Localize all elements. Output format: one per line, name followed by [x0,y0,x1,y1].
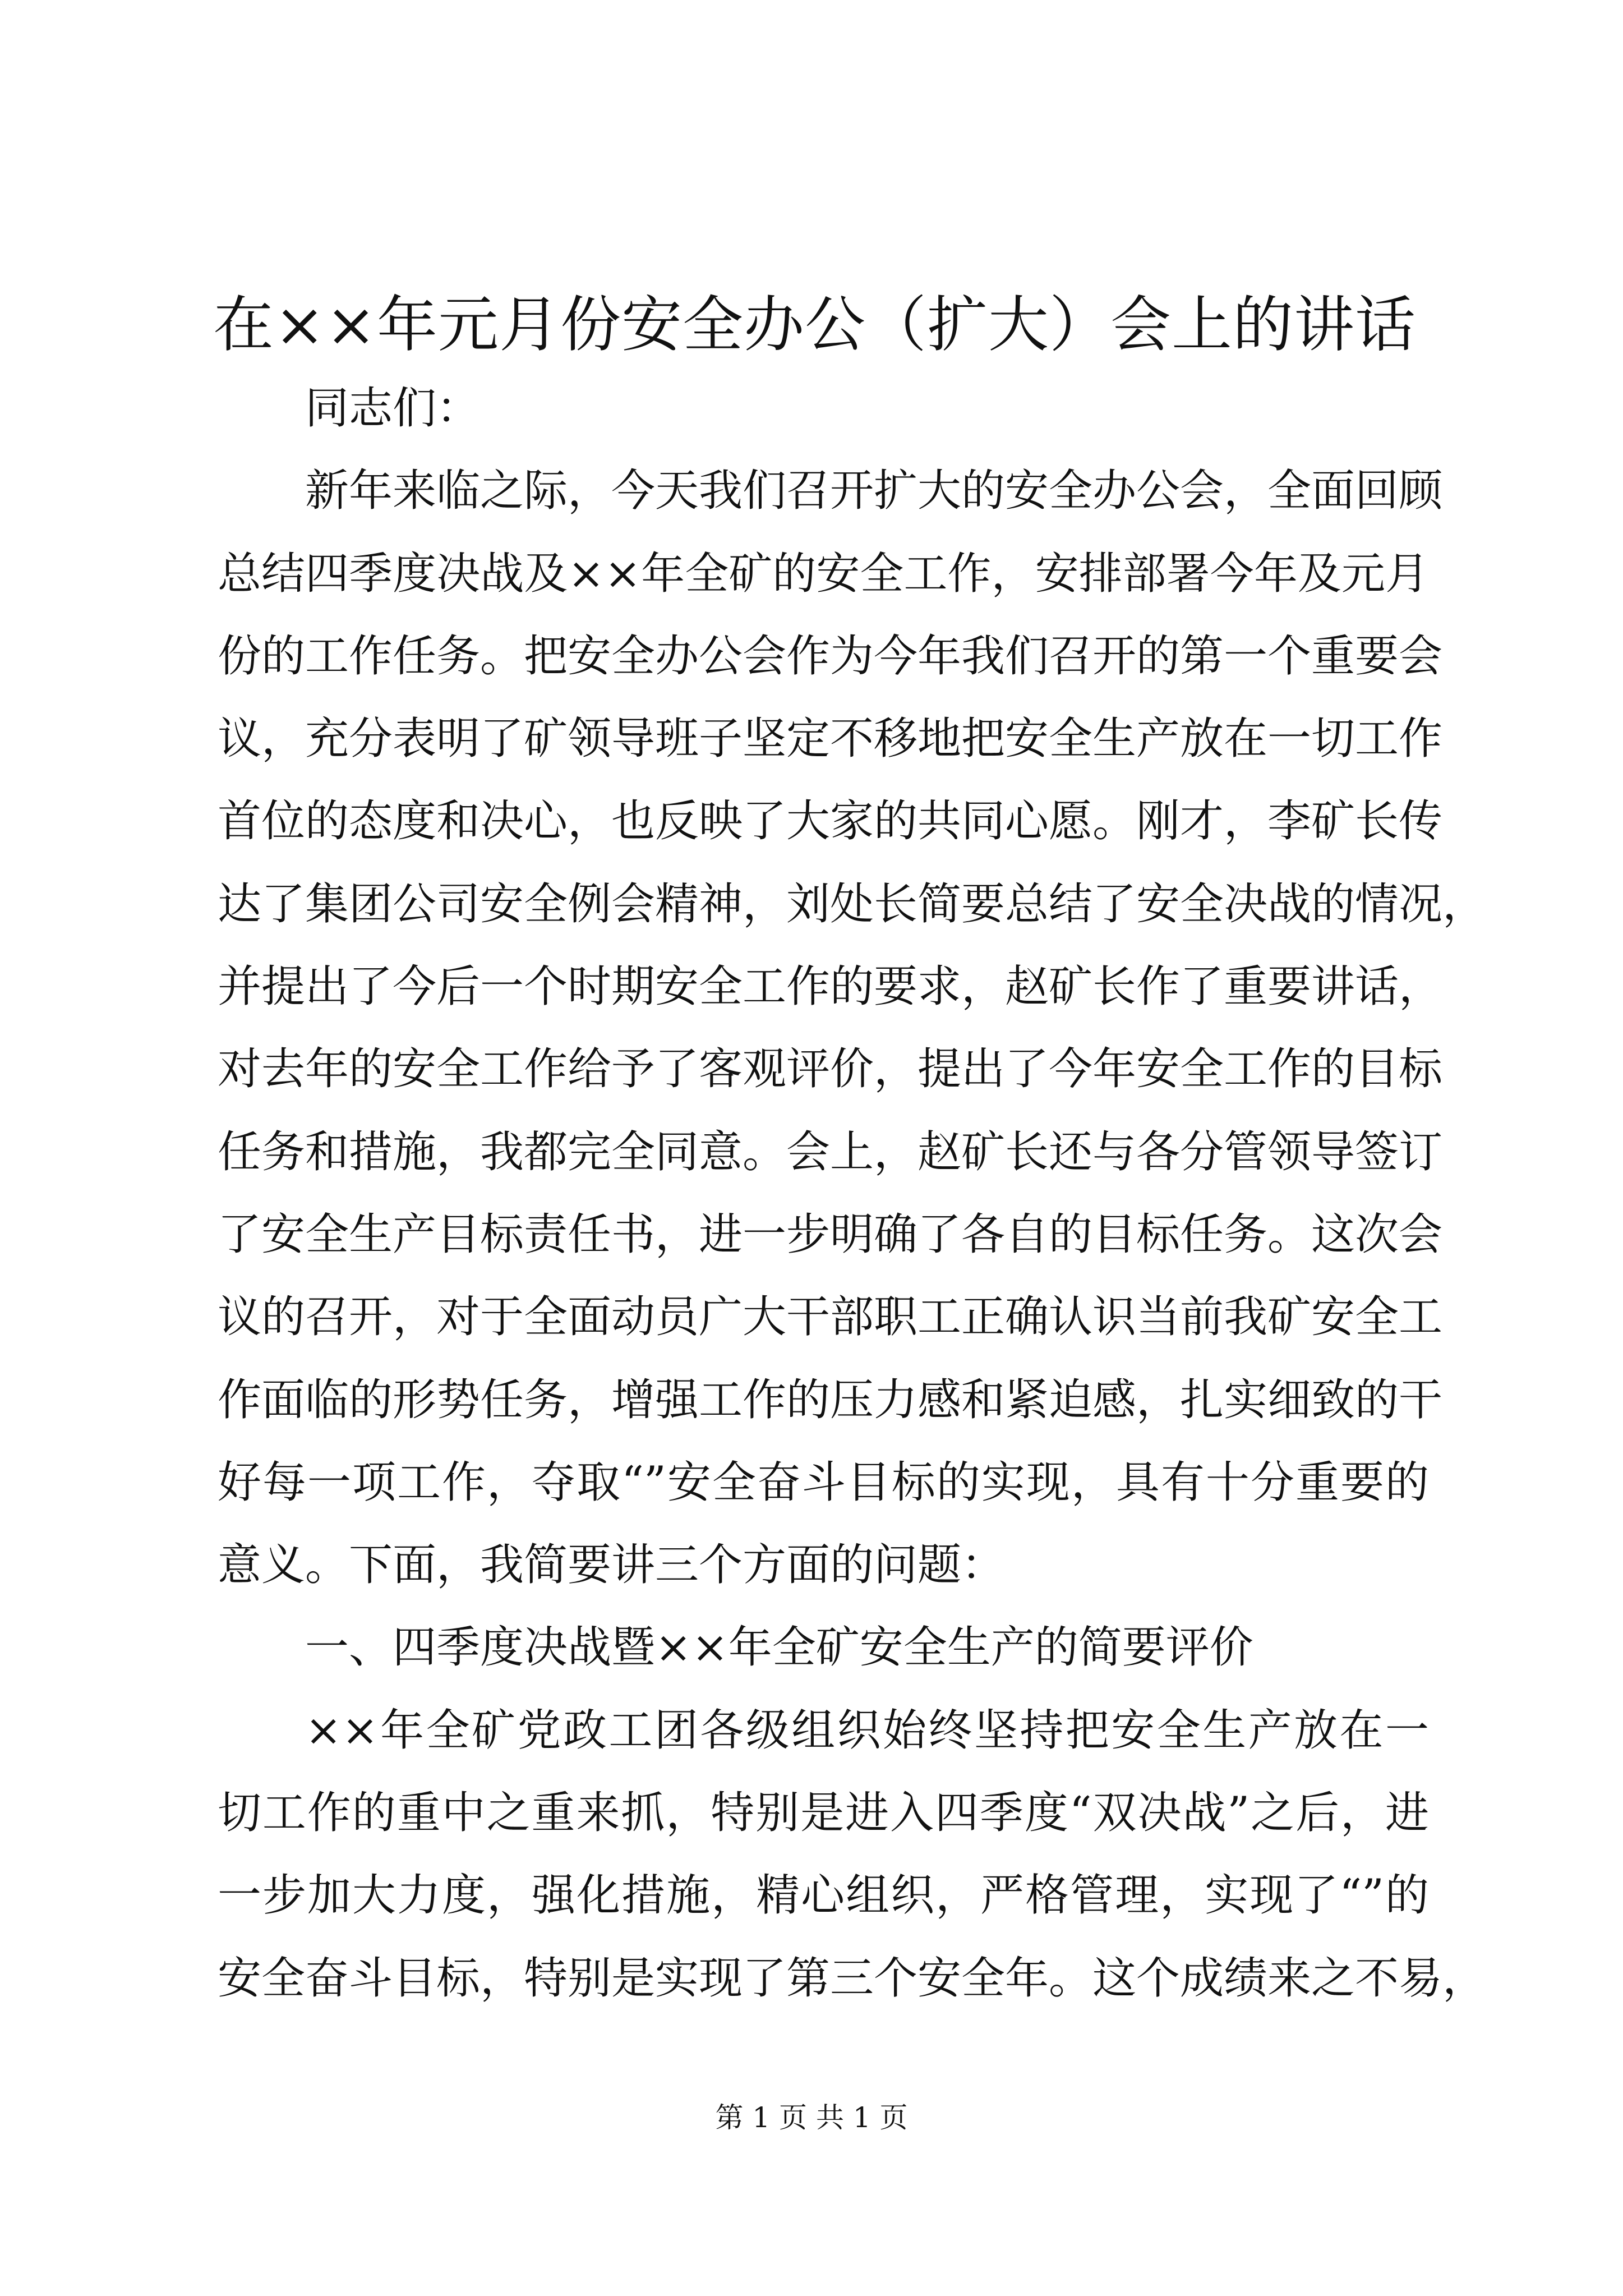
text-line: 意义。下面，我简要讲三个方面的问题： [218,1540,1006,1591]
document-body [218,367,1487,2020]
text-line: 议，充分表明了矿领导班子坚定不移地把安全生产放在一切工作 [218,714,1443,765]
text-line: 一步加大力度，强化措施，精心组织，严格管理，实现了“”的 [218,1870,1429,1921]
text-line: 并提出了今后一个时期安全工作的要求，赵矿长作了重要讲话， [218,961,1443,1013]
text-line: 了安全生产目标责任书，进一步明确了各自的目标任务。这次会 [218,1209,1443,1260]
text-line: 首位的态度和决心，也反映了大家的共同心愿。刚才，李矿长传 [218,796,1443,847]
text-line: 同志们： [305,383,481,434]
text-line: ××年全矿党政工团各级组织始终坚持把安全生产放在一 [305,1705,1429,1756]
document-title: 在××年元月份安全办公（扩大）会上的讲话 [213,290,1416,360]
text-line: 议的召开，对于全面动员广大干部职工正确认识当前我矿安全工 [218,1292,1443,1343]
text-line: 作面临的形势任务，增强工作的压力感和紧迫感，扎实细致的干 [218,1374,1443,1425]
text-line: 份的工作任务。把安全办公会作为今年我们召开的第一个重要会 [218,631,1443,682]
text-line: 切工作的重中之重来抓，特别是进入四季度“双决战”之后，进 [218,1788,1429,1839]
text-line: 对去年的安全工作给予了客观评价，提出了今年安全工作的目标 [218,1044,1443,1095]
text-line: 达了集团公司安全例会精神，刘处长简要总结了安全决战的情况， [218,878,1487,930]
page-footer: 第 1 页 共 1 页 [715,2101,908,2134]
text-line: 总结四季度决战及××年全矿的安全工作，安排部署今年及元月 [218,548,1429,599]
text-line: 好每一项工作，夺取“”安全奋斗目标的实现，具有十分重要的 [218,1457,1429,1508]
text-line: 安全奋斗目标，特别是实现了第三个安全年。这个成绩来之不易， [218,1953,1487,2004]
section-heading: 一、四季度决战暨××年全矿安全生产的简要评价 [305,1622,1253,1673]
text-line: 新年来临之际，今天我们召开扩大的安全办公会，全面回顾 [305,466,1443,517]
text-line: 任务和措施，我都完全同意。会上，赵矿长还与各分管领导签订 [218,1126,1443,1177]
